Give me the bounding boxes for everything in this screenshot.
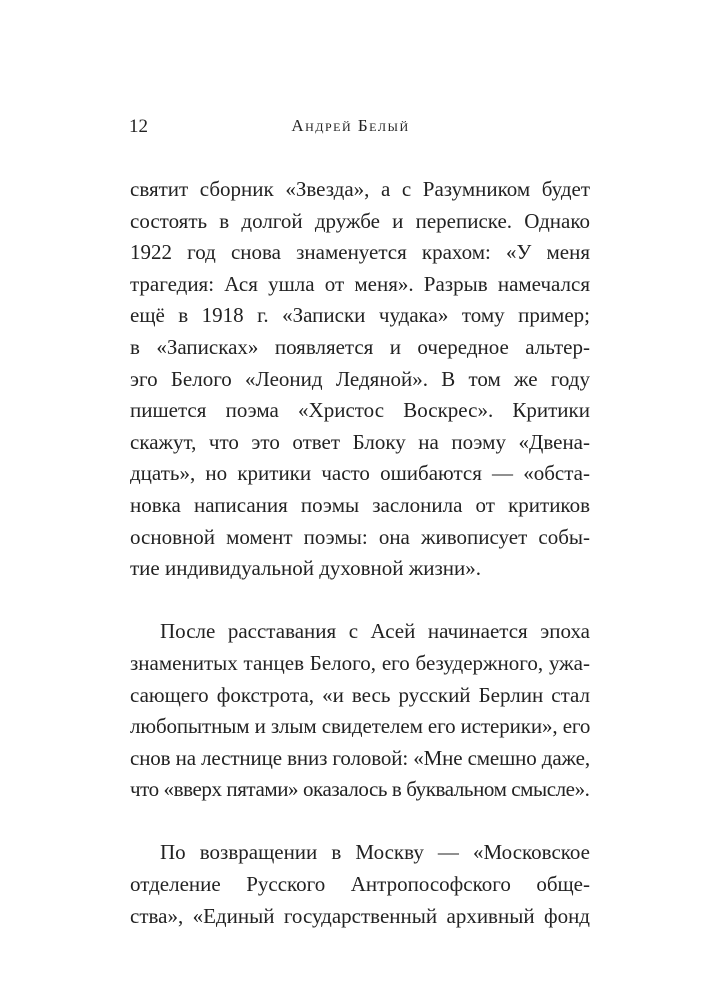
- text-line: что «вверх пятами» оказалось в буквальном смысле».: [130, 777, 590, 802]
- text-line: отделение Русского Антропософского обще-: [130, 872, 590, 897]
- text-line: святит сборник «Звезда», а с Разумником будет: [130, 177, 590, 201]
- running-title: Андрей Белый: [291, 116, 410, 135]
- body-text: [130, 174, 590, 932]
- text-line: трагедия: Ася ушла от меня». Разрыв намечался: [130, 271, 590, 296]
- text-line: тие индивидуальной духовной жизни».: [130, 556, 482, 581]
- text-line: По возвращении в Москву — «Московское: [160, 840, 590, 865]
- page-number: 12: [129, 116, 148, 137]
- text-line: в «Записках» появляется и очередное альтер-: [130, 334, 590, 359]
- paragraph-gap: [130, 806, 590, 838]
- text-line: ства», «Единый государственный архивный фонд: [130, 903, 590, 928]
- text-line: любопытным и злым свидетелем его истерики», его: [130, 714, 591, 739]
- text-line: снов на лестнице вниз головой: «Мне смешно даже,: [130, 745, 590, 770]
- text-line: сающего фокстрота, «и весь русский Берлин стал: [130, 682, 590, 707]
- paragraph-gap: [130, 585, 590, 617]
- paragraph: [130, 837, 590, 932]
- paragraph: [130, 616, 590, 806]
- text-line: новка написания поэмы заслонила от критиков: [130, 492, 590, 517]
- text-line: 1922 год снова знаменуется крахом: «У меня: [130, 240, 590, 265]
- text-line: пишется поэма «Христос Воскрес». Критики: [130, 398, 590, 423]
- text-line: скажут, что это ответ Блоку на поэму «Двена-: [130, 429, 590, 454]
- text-line: После расставания с Асей начинается эпоха: [160, 619, 590, 644]
- paragraph: [130, 174, 590, 585]
- text-line: состоять в долгой дружбе и переписке. Однако: [130, 208, 590, 233]
- text-line: дцать», но критики часто ошибаются — «обста-: [130, 461, 590, 486]
- text-line: основной момент поэмы: она живописует собы-: [130, 524, 590, 549]
- text-line: знаменитых танцев Белого, его безудержного, ужа-: [130, 650, 590, 675]
- text-line: эго Белого «Леонид Ледяной». В том же году: [130, 366, 590, 391]
- text-line: ещё в 1918 г. «Записки чудака» тому пример;: [130, 303, 590, 328]
